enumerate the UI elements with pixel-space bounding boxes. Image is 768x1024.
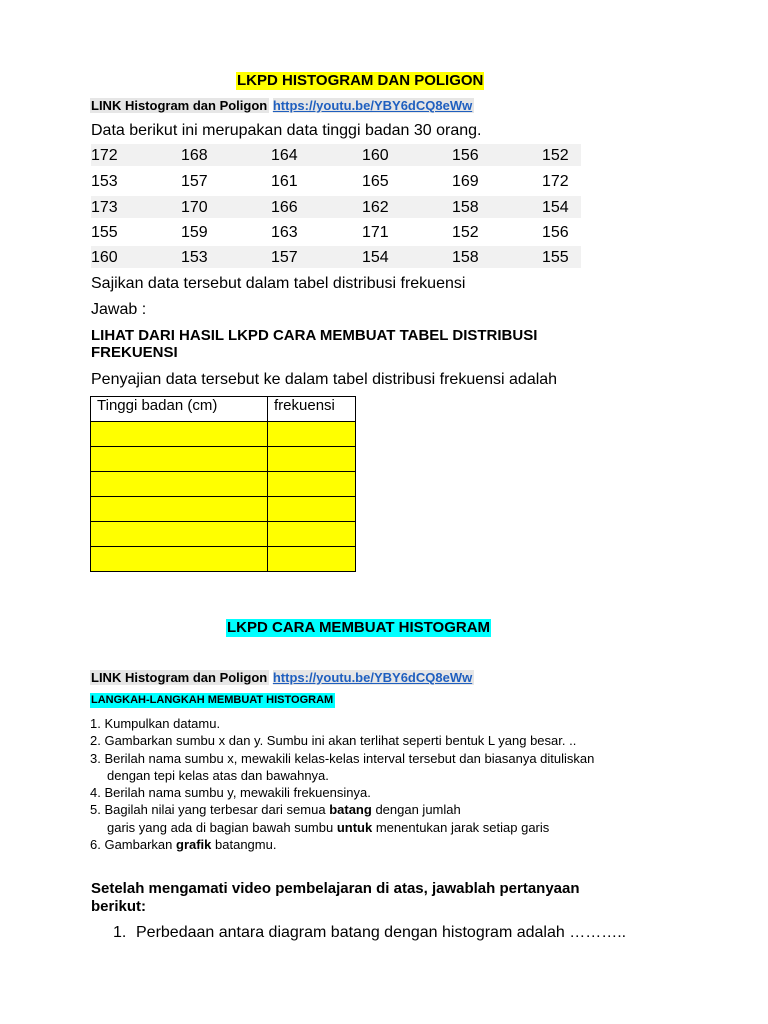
- data-cell: 170: [181, 199, 208, 216]
- data-cell: 160: [362, 147, 389, 164]
- data-cell: 161: [271, 173, 298, 190]
- data-cell: 155: [542, 249, 569, 266]
- data-cell: 153: [91, 173, 118, 190]
- table-row: [91, 447, 356, 472]
- video-link-line: [90, 98, 474, 114]
- list-item: [90, 801, 594, 818]
- data-cell: 169: [452, 173, 479, 190]
- table-row: [91, 497, 356, 522]
- table-header-row: [91, 397, 356, 422]
- data-cell: 162: [362, 199, 389, 216]
- table-intro-text: Penyajian data tersebut ke dalam tabel distribusi frekuensi adalah: [91, 371, 558, 388]
- data-cell: 158: [452, 199, 479, 216]
- data-cell: 156: [542, 224, 569, 241]
- step-text: batangmu.: [211, 837, 277, 853]
- table-row: [91, 547, 356, 572]
- list-item: [90, 836, 594, 853]
- data-cell: 172: [91, 147, 118, 164]
- question-intro-line2: berikut:: [91, 898, 147, 915]
- steps-heading: LANGKAH-LANGKAH MEMBUAT HISTOGRAM: [91, 694, 334, 706]
- step-text: dengan jumlah: [371, 802, 461, 818]
- step-text: garis yang ada di bagian bawah sumbu: [107, 819, 337, 835]
- section-title: LKPD CARA MEMBUAT HISTOGRAM: [227, 619, 491, 636]
- table-row: [91, 522, 356, 547]
- question-number: 1.: [113, 924, 127, 941]
- video-link[interactable]: https://youtu.be/YBY6dCQ8eWw: [272, 670, 473, 685]
- data-cell: 152: [452, 224, 479, 241]
- table-row: [91, 472, 356, 497]
- question-intro-line1: Setelah mengamati video pembelajaran di atas, jawablah pertanyaan: [91, 880, 580, 897]
- data-cell: 155: [91, 224, 118, 241]
- frequency-cell[interactable]: [268, 497, 356, 522]
- steps-list: [90, 715, 594, 853]
- question-text: Perbedaan antara diagram batang dengan histogram adalah ………..: [136, 924, 627, 941]
- data-row: [91, 170, 581, 192]
- height-cell[interactable]: [91, 422, 268, 447]
- data-cell: 164: [271, 147, 298, 164]
- intro-text: Data berikut ini merupakan data tinggi badan 30 orang.: [91, 122, 482, 139]
- video-link-line: [90, 670, 474, 686]
- data-cell: 166: [271, 199, 298, 216]
- data-cell: 157: [181, 173, 208, 190]
- data-cell: 154: [542, 199, 569, 216]
- data-cell: 159: [181, 224, 208, 241]
- data-cell: 173: [91, 199, 118, 216]
- step-bold-text: grafik: [176, 837, 212, 853]
- step-bold-text: batang: [329, 802, 372, 818]
- frequency-cell[interactable]: [268, 447, 356, 472]
- frequency-cell[interactable]: [268, 547, 356, 572]
- reference-note-line1: LIHAT DARI HASIL LKPD CARA MEMBUAT TABEL DISTRIBUSI: [91, 327, 538, 344]
- header-height: Tinggi badan (cm): [91, 397, 268, 422]
- height-cell[interactable]: [91, 472, 268, 497]
- list-item: 4. Berilah nama sumbu y, mewakili frekuensinya.: [90, 785, 371, 801]
- data-row: [91, 144, 581, 166]
- data-row: [91, 246, 581, 268]
- list-item: 2. Gambarkan sumbu x dan y. Sumbu ini akan terlihat seperti bentuk L yang besar. ..: [90, 733, 577, 749]
- reference-note-line2: FREKUENSI: [91, 344, 178, 361]
- step-text: 6. Gambarkan: [90, 837, 176, 853]
- data-cell: 172: [542, 173, 569, 190]
- height-cell[interactable]: [91, 522, 268, 547]
- list-item-continuation: dengan tepi kelas atas dan bawahnya.: [107, 767, 329, 783]
- instruction-text: Sajikan data tersebut dalam tabel distribusi frekuensi: [91, 275, 466, 292]
- data-row: [91, 196, 581, 218]
- table-row: [91, 422, 356, 447]
- data-cell: 153: [181, 249, 208, 266]
- data-cell: 160: [91, 249, 118, 266]
- link-label: LINK Histogram dan Poligon: [91, 98, 268, 113]
- data-row: [91, 221, 581, 243]
- data-cell: 165: [362, 173, 389, 190]
- height-cell[interactable]: [91, 547, 268, 572]
- video-link[interactable]: https://youtu.be/YBY6dCQ8eWw: [272, 98, 473, 113]
- data-cell: 168: [181, 147, 208, 164]
- frequency-table: [90, 396, 356, 572]
- height-cell[interactable]: [91, 497, 268, 522]
- step-text: menentukan jarak setiap garis: [372, 819, 550, 835]
- list-item: 3. Berilah nama sumbu x, mewakili kelas-kelas interval tersebut dan biasanya dituliskan: [90, 750, 595, 766]
- frequency-cell[interactable]: [268, 522, 356, 547]
- data-cell: 156: [452, 147, 479, 164]
- header-frequency: frekuensi: [268, 397, 356, 422]
- data-cell: 157: [271, 249, 298, 266]
- list-item: 1. Kumpulkan datamu.: [90, 716, 221, 731]
- page-title: LKPD HISTOGRAM DAN POLIGON: [237, 72, 484, 89]
- data-cell: 163: [271, 224, 298, 241]
- step-bold-text: untuk: [336, 819, 373, 835]
- frequency-cell[interactable]: [268, 472, 356, 497]
- step-text: 5. Bagilah nilai yang terbesar dari semua: [90, 802, 330, 818]
- data-cell: 171: [362, 224, 389, 241]
- list-item-continuation: [90, 819, 594, 836]
- answer-label: Jawab :: [91, 301, 147, 318]
- data-cell: 152: [542, 147, 569, 164]
- data-cell: 158: [452, 249, 479, 266]
- height-cell[interactable]: [91, 447, 268, 472]
- data-cell: 154: [362, 249, 389, 266]
- link-label: LINK Histogram dan Poligon: [91, 670, 268, 685]
- frequency-cell[interactable]: [268, 422, 356, 447]
